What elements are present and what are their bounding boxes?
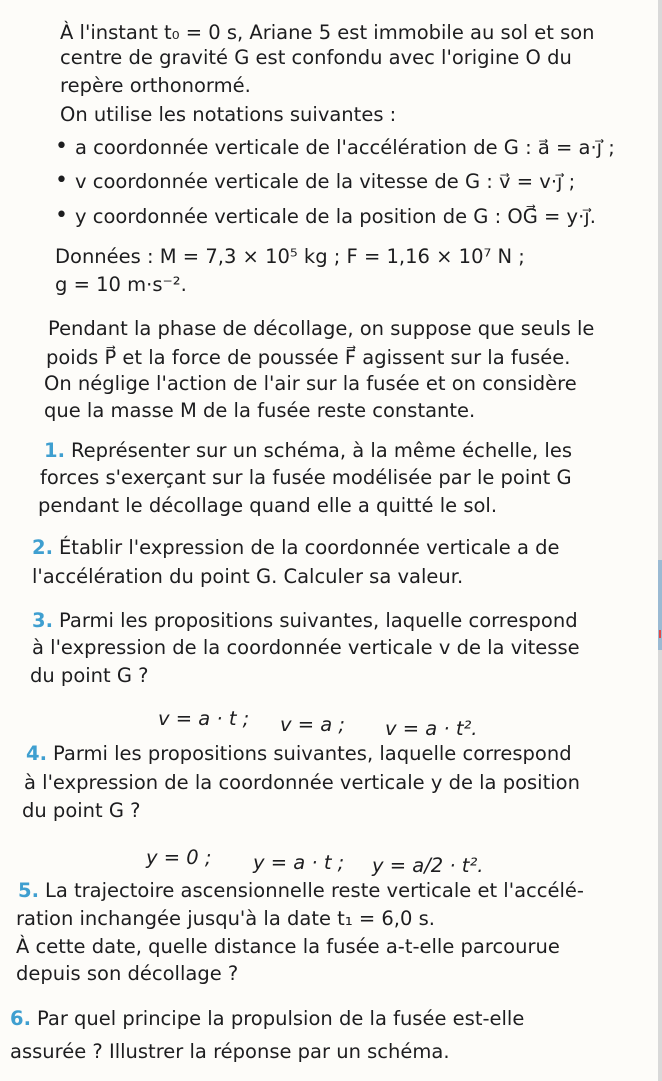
notation-acceleration: • a coordonnée verticale de l'accélération de G : a⃗ = a·j⃗ ; (75, 137, 615, 159)
question-4-option-1: y = 0 ; (146, 846, 212, 869)
question-2-line-1: 2. Établir l'expression de la coordonnée verticale a de (32, 536, 560, 559)
question-4-line-2: à l'expression de la coordonnée verticale y de la position (24, 771, 580, 794)
question-3-option-3: v = a · t². (385, 717, 478, 740)
question-5-line-1: 5. La trajectoire ascensionnelle reste verticale et l'accélé- (18, 879, 584, 902)
question-4-line-3: du point G ? (22, 799, 141, 822)
question-6-line-2: assurée ? Illustrer la réponse par un schéma. (10, 1040, 450, 1063)
page-edge-red-mark (659, 630, 661, 638)
notation-position: • y coordonnée verticale de la position de G : OG⃗ = y·j⃗. (75, 206, 596, 228)
notation-vitesse: • v coordonnée verticale de la vitesse de G : v⃗ = v·j⃗ ; (75, 171, 575, 193)
question-4-option-2: y = a · t ; (253, 851, 345, 874)
intro-line-3: repère orthonormé. (60, 74, 251, 97)
question-4-line-1: 4. Parmi les propositions suivantes, laquelle correspond (26, 742, 572, 765)
question-5-line-2: ration inchangée jusqu'à la date t₁ = 6,0 s. (16, 907, 435, 930)
question-3-line-1: 3. Parmi les propositions suivantes, laquelle correspond (32, 609, 578, 632)
question-1-line-3: pendant le décollage quand elle a quitté le sol. (38, 494, 498, 517)
question-3-line-3: du point G ? (30, 664, 149, 687)
donnees-line-1: Données : M = 7,3 × 10⁵ kg ; F = 1,16 × 10⁷ N ; (55, 245, 525, 268)
question-5-line-4: depuis son décollage ? (16, 962, 239, 985)
page-edge (658, 0, 662, 1081)
question-3-line-2: à l'expression de la coordonnée verticale v de la vitesse (32, 636, 580, 659)
question-1-number: 1. (44, 439, 65, 462)
question-3-option-2: v = a ; (280, 713, 345, 736)
question-1-line-1: 1. Représenter sur un schéma, à la même échelle, les (44, 439, 572, 462)
question-2-line-2: l'accélération du point G. Calculer sa valeur. (32, 565, 464, 588)
question-3-number: 3. (32, 609, 53, 632)
hypothese-line-1: Pendant la phase de décollage, on suppose que seuls le (48, 317, 595, 340)
question-1-line-2: forces s'exerçant sur la fusée modélisée par le point G (40, 466, 572, 489)
question-5-line-3: À cette date, quelle distance la fusée a-t-elle parcourue (16, 935, 560, 958)
question-6-number: 6. (10, 1007, 31, 1030)
question-6-line-1: 6. Par quel principe la propulsion de la fusée est-elle (10, 1007, 525, 1030)
question-5-number: 5. (18, 879, 39, 902)
intro-line-1: À l'instant t₀ = 0 s, Ariane 5 est immobile au sol et son (60, 21, 595, 44)
donnees-line-2: g = 10 m·s⁻². (55, 273, 187, 296)
question-3-option-1: v = a · t ; (158, 707, 250, 730)
intro-line-4: On utilise les notations suivantes : (60, 103, 397, 126)
question-4-option-3: y = a/2 · t². (372, 854, 484, 877)
hypothese-line-3: On néglige l'action de l'air sur la fusée et on considère (44, 372, 577, 395)
question-4-number: 4. (26, 742, 47, 765)
hypothese-line-2: poids P⃗ et la force de poussée F⃗ agissent sur la fusée. (46, 346, 571, 369)
question-2-number: 2. (32, 536, 53, 559)
hypothese-line-4: que la masse M de la fusée reste constante. (44, 399, 476, 422)
intro-line-2: centre de gravité G est confondu avec l'origine O du (60, 46, 572, 69)
